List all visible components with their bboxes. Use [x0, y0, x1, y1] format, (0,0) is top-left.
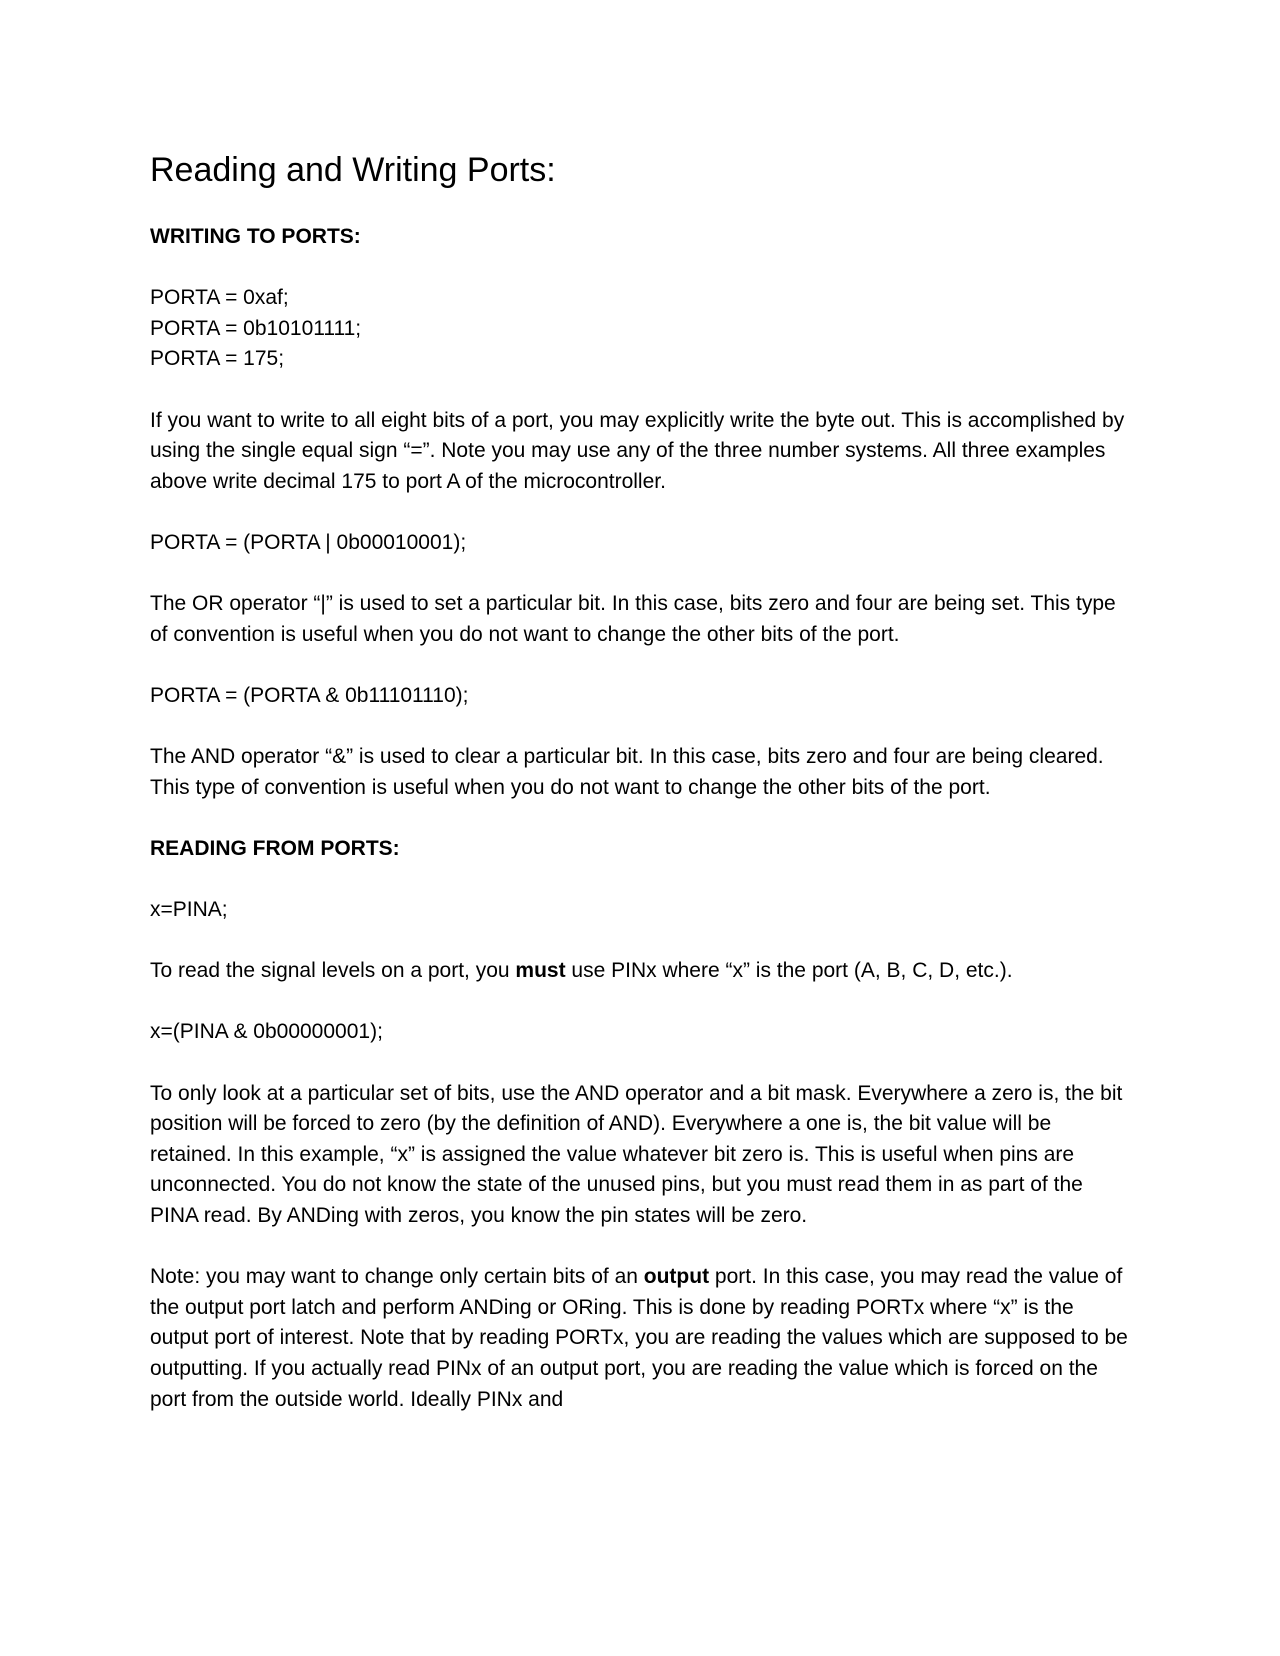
- and-example: PORTA = (PORTA & 0b11101110);: [150, 683, 469, 707]
- read-paragraph-before: To read the signal levels on a port, you: [150, 959, 516, 983]
- or-paragraph: The OR operator “|” is used to set a particular bit. In this case, bits zero and four are being set. This type of convention is useful when you do not want to change the other bits of the port.: [150, 592, 1116, 646]
- writing-heading: WRITING TO PORTS:: [150, 225, 361, 248]
- write-example-binary: PORTA = 0b10101111;: [150, 316, 362, 340]
- write-example-decimal: PORTA = 175;: [150, 347, 285, 371]
- note-paragraph-emphasis: output: [643, 1265, 710, 1289]
- mask-example-block: [150, 1017, 1130, 1048]
- mask-paragraph: To only look at a particular set of bits, use the AND operator and a bit mask. Everywhere a zero is, the bit position will be forced to zero (by the definition of AND). Everywhere a one is, the bit value will be retained. In this example, “x” is assigned the value whatever bit zero is. This is useful when pins are unconnected. You do not know the state of the unused pins, but you must read them in as part of the PINA read. By ANDing with zeros, you know the pin states will be zero.: [150, 1081, 1123, 1227]
- read-paragraph: [150, 956, 1130, 987]
- note-paragraph: [150, 1262, 1130, 1415]
- document-body: [150, 148, 1130, 1446]
- write-paragraph: If you want to write to all eight bits of a port, you may explicitly write the byte out. This is accomplished by using the single equal sign “=”. Note you may use any of the three number systems. All three examples above write decimal 175 to port A of the microcontroller.: [150, 408, 1125, 493]
- reading-heading: READING FROM PORTS:: [150, 836, 400, 860]
- write-examples: [150, 283, 1130, 375]
- note-paragraph-after: port. In this case, you may read the value of the output port latch and perform ANDing or ORing. This is done by reading PORTx where “x” is the output port of interest. Note that by reading PORTx, you are reading the values which are supposed to be outputting. If you actually read PINx of an output port, you are reading the value which is forced on the port from the outside world. Ideally PINx and: [150, 1265, 1128, 1411]
- and-example-block: [150, 681, 1130, 712]
- or-example: PORTA = (PORTA | 0b00010001);: [150, 530, 467, 554]
- write-example-hex: PORTA = 0xaf;: [150, 286, 289, 310]
- page-title: Reading and Writing Ports:: [150, 151, 556, 189]
- read-example-block: [150, 895, 1130, 926]
- read-paragraph-after: use PINx where “x” is the port (A, B, C, D, etc.).: [565, 959, 1013, 983]
- and-paragraph: The AND operator “&” is used to clear a particular bit. In this case, bits zero and four are being cleared. This type of convention is useful when you do not want to change the other bits of the port.: [150, 745, 1104, 799]
- or-example-block: [150, 528, 1130, 559]
- read-example: x=PINA;: [150, 898, 228, 922]
- read-paragraph-emphasis: must: [515, 959, 566, 983]
- note-paragraph-before: Note: you may want to change only certain bits of an: [150, 1265, 644, 1289]
- mask-example: x=(PINA & 0b00000001);: [150, 1020, 383, 1044]
